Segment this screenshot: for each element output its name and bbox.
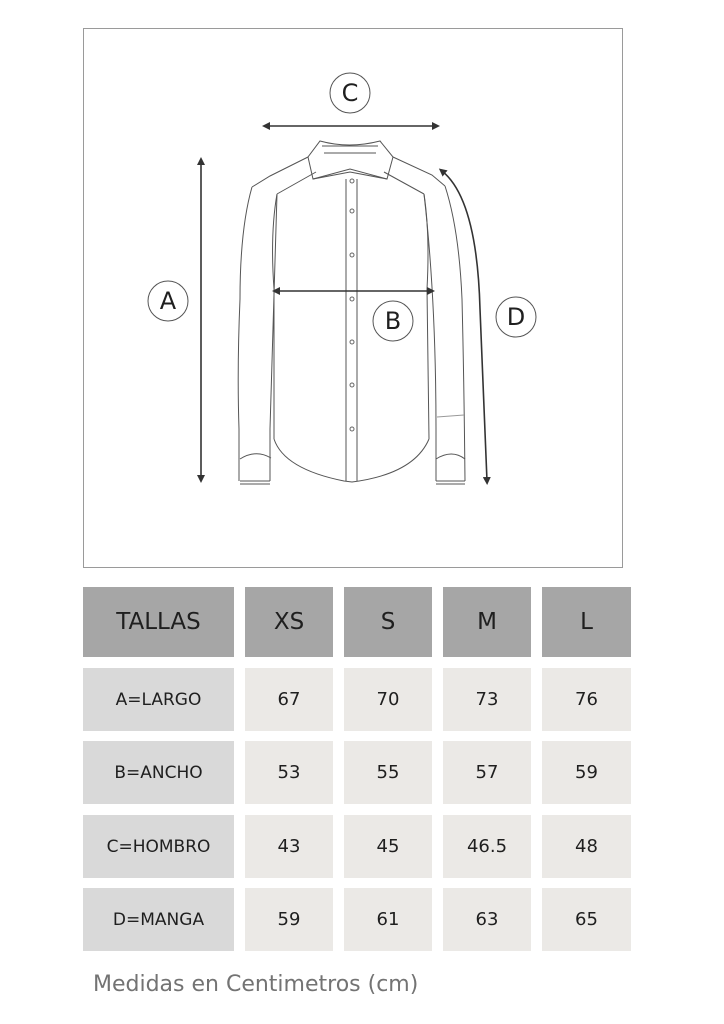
value-cell: 70 xyxy=(344,668,432,731)
label-c: C xyxy=(341,79,359,107)
value-cell: 67 xyxy=(245,668,333,731)
row-label-ancho: B=ANCHO xyxy=(83,741,234,804)
value-cell: 48 xyxy=(542,815,631,878)
value-cell: 65 xyxy=(542,888,631,951)
row-label-largo: A=LARGO xyxy=(83,668,234,731)
shirt-diagram-frame xyxy=(83,28,623,568)
label-b: B xyxy=(384,307,402,335)
value-cell: 53 xyxy=(245,741,333,804)
value-cell: 59 xyxy=(542,741,631,804)
value-cell: 73 xyxy=(443,668,531,731)
value-cell: 63 xyxy=(443,888,531,951)
header-size-l: L xyxy=(542,587,631,657)
value-cell: 55 xyxy=(344,741,432,804)
units-note: Medidas en Centimetros (cm) xyxy=(93,972,419,997)
value-cell: 46.5 xyxy=(443,815,531,878)
row-label-hombro: C=HOMBRO xyxy=(83,815,234,878)
header-size-m: M xyxy=(443,587,531,657)
value-cell: 57 xyxy=(443,741,531,804)
row-label-manga: D=MANGA xyxy=(83,888,234,951)
header-size-s: S xyxy=(344,587,432,657)
value-cell: 45 xyxy=(344,815,432,878)
value-cell: 59 xyxy=(245,888,333,951)
label-d: D xyxy=(506,303,526,331)
label-a: A xyxy=(159,287,177,315)
header-tallas: TALLAS xyxy=(83,587,234,657)
value-cell: 43 xyxy=(245,815,333,878)
value-cell: 76 xyxy=(542,668,631,731)
value-cell: 61 xyxy=(344,888,432,951)
header-size-xs: XS xyxy=(245,587,333,657)
